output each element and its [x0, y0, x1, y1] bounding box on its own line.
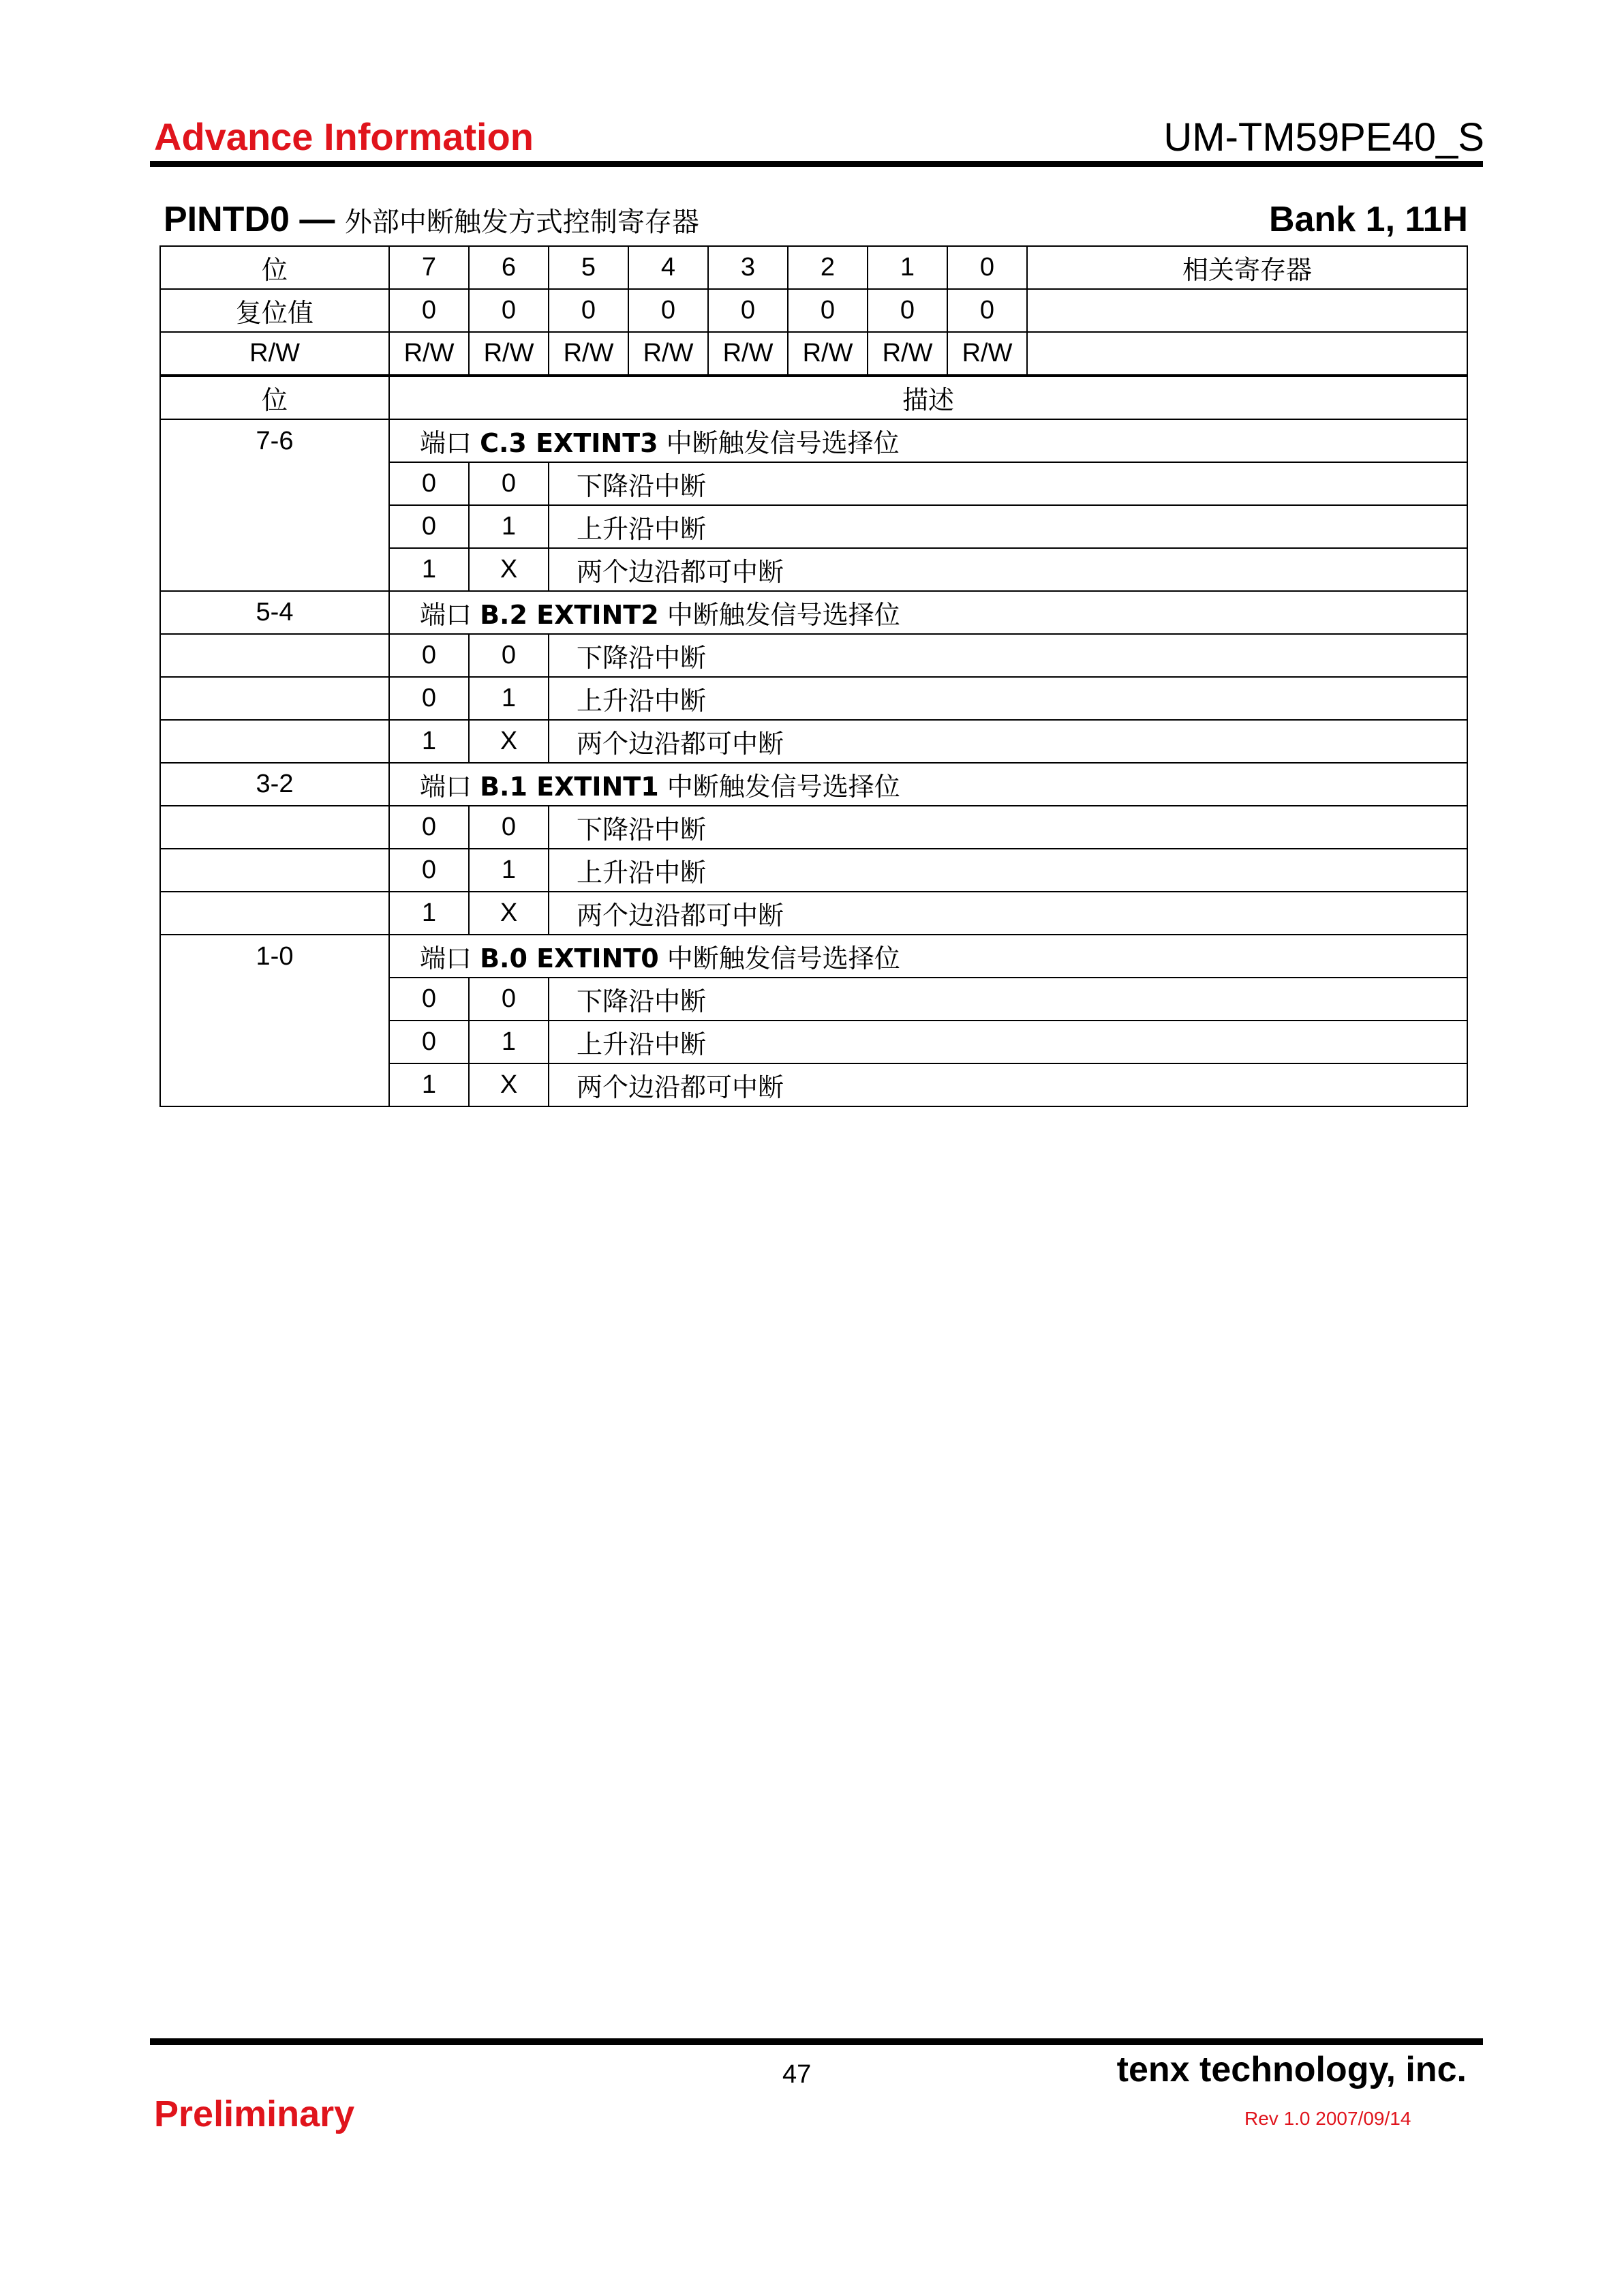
rw-row: [160, 332, 1467, 376]
field-signal: B.1 EXTINT1: [480, 772, 659, 802]
option-row: [160, 505, 1467, 548]
option-bit-low: X: [469, 892, 549, 935]
option-row: [160, 677, 1467, 720]
option-bit-low: 1: [469, 505, 549, 548]
option-bit-high: 0: [389, 1021, 469, 1063]
reset-value-cell: 0: [868, 289, 947, 332]
option-bit-low: X: [469, 1063, 549, 1106]
header-rule: [150, 161, 1483, 167]
field-prefix: 端口: [420, 428, 480, 458]
field-title-row: [160, 763, 1467, 806]
field-prefix: 端口: [420, 772, 480, 802]
option-row: [160, 1021, 1467, 1063]
option-bit-low: X: [469, 548, 549, 591]
option-bit-high: 1: [389, 892, 469, 935]
header-document-id: UM-TM59PE40_S: [1163, 115, 1484, 160]
field-suffix: 中断触发信号选择位: [658, 943, 900, 973]
option-description: 上升沿中断: [549, 505, 1467, 548]
field-prefix: 端口: [420, 943, 480, 973]
reset-value-cell: 0: [788, 289, 868, 332]
option-description: 两个边沿都可中断: [549, 1063, 1467, 1106]
footer-rule: [150, 2038, 1483, 2045]
option-row: [160, 1063, 1467, 1106]
option-bit-low: X: [469, 720, 549, 763]
option-bit-low: 0: [469, 978, 549, 1021]
option-row: [160, 849, 1467, 892]
option-description: 下降沿中断: [549, 462, 1467, 505]
option-spacer-cell: [160, 892, 389, 935]
reset-value-row: [160, 289, 1467, 332]
register-name: PINTD0: [164, 200, 290, 239]
bit-number-cell: 5: [549, 246, 628, 289]
option-bit-low: 0: [469, 634, 549, 677]
reset-value-cell: 0: [549, 289, 628, 332]
desc-bit-header: 位: [160, 376, 389, 419]
option-bit-high: 1: [389, 548, 469, 591]
company-name: tenx technology, inc.: [1116, 2050, 1467, 2089]
option-row: [160, 892, 1467, 935]
option-bit-high: 0: [389, 505, 469, 548]
option-description: 两个边沿都可中断: [549, 720, 1467, 763]
option-row: [160, 720, 1467, 763]
option-description: 两个边沿都可中断: [549, 892, 1467, 935]
related-empty-cell: [1027, 289, 1467, 332]
bit-number-cell: 1: [868, 246, 947, 289]
option-description: 上升沿中断: [549, 1021, 1467, 1063]
option-spacer-cell: [160, 1021, 389, 1063]
option-bit-high: 0: [389, 462, 469, 505]
option-description: 上升沿中断: [549, 849, 1467, 892]
related-register-cell: 相关寄存器: [1027, 246, 1467, 289]
option-spacer-cell: [160, 849, 389, 892]
field-title-row: [160, 591, 1467, 634]
option-description: 上升沿中断: [549, 677, 1467, 720]
option-spacer-cell: [160, 548, 389, 591]
field-suffix: 中断触发信号选择位: [658, 772, 900, 802]
option-description: 下降沿中断: [549, 634, 1467, 677]
option-row: [160, 462, 1467, 505]
bit-number-row: [160, 246, 1467, 289]
reset-value-cell: 0: [628, 289, 708, 332]
option-spacer-cell: [160, 806, 389, 849]
rw-value-cell: R/W: [947, 332, 1027, 376]
reset-value-cell: 0: [469, 289, 549, 332]
description-header-row: [160, 376, 1467, 419]
rw-value-cell: R/W: [708, 332, 788, 376]
register-title: [164, 199, 699, 240]
option-bit-low: 1: [469, 1021, 549, 1063]
option-description: 两个边沿都可中断: [549, 548, 1467, 591]
related-empty-cell: [1027, 332, 1467, 376]
rw-value-cell: R/W: [549, 332, 628, 376]
bit-number-cell: 0: [947, 246, 1027, 289]
rw-value-cell: R/W: [469, 332, 549, 376]
option-spacer-cell: [160, 505, 389, 548]
option-bit-low: 0: [469, 462, 549, 505]
bit-number-cell: 4: [628, 246, 708, 289]
option-row: [160, 548, 1467, 591]
title-dash: —: [289, 200, 345, 239]
option-bit-high: 0: [389, 806, 469, 849]
field-signal: C.3 EXTINT3: [480, 428, 658, 458]
revision-label: Rev 1.0 2007/09/14: [1244, 2108, 1411, 2129]
field-suffix: 中断触发信号选择位: [658, 428, 900, 458]
reset-label-cell: 复位值: [160, 289, 389, 332]
option-bit-high: 0: [389, 634, 469, 677]
option-spacer-cell: [160, 1063, 389, 1106]
rw-value-cell: R/W: [868, 332, 947, 376]
option-spacer-cell: [160, 634, 389, 677]
option-spacer-cell: [160, 720, 389, 763]
field-prefix: 端口: [420, 600, 480, 630]
register-description: 外部中断触发方式控制寄存器: [344, 207, 699, 238]
desc-header: 描述: [389, 376, 1467, 419]
field-bits-cell: 1-0: [160, 935, 389, 978]
field-suffix: 中断触发信号选择位: [658, 600, 900, 630]
bit-label-cell: 位: [160, 246, 389, 289]
option-spacer-cell: [160, 978, 389, 1021]
option-bit-low: 1: [469, 677, 549, 720]
bit-number-cell: 7: [389, 246, 469, 289]
field-signal: B.2 EXTINT2: [480, 600, 659, 630]
option-bit-high: 0: [389, 978, 469, 1021]
field-title-cell: [389, 591, 1467, 634]
reset-value-cell: 0: [389, 289, 469, 332]
field-signal: B.0 EXTINT0: [480, 943, 659, 973]
option-description: 下降沿中断: [549, 978, 1467, 1021]
rw-value-cell: R/W: [628, 332, 708, 376]
page-number: 47: [782, 2060, 812, 2089]
option-spacer-cell: [160, 677, 389, 720]
option-spacer-cell: [160, 462, 389, 505]
rw-value-cell: R/W: [389, 332, 469, 376]
option-bit-high: 1: [389, 720, 469, 763]
option-bit-high: 0: [389, 849, 469, 892]
option-bit-high: 0: [389, 677, 469, 720]
register-bank: Bank 1, 11H: [1269, 200, 1468, 239]
option-row: [160, 634, 1467, 677]
bit-number-cell: 3: [708, 246, 788, 289]
option-description: 下降沿中断: [549, 806, 1467, 849]
option-row: [160, 978, 1467, 1021]
field-bits-cell: 3-2: [160, 763, 389, 806]
rw-value-cell: R/W: [788, 332, 868, 376]
header-advance-information: Advance Information: [154, 115, 534, 158]
register-table: [159, 245, 1468, 1107]
field-title-cell: [389, 419, 1467, 462]
reset-value-cell: 0: [708, 289, 788, 332]
option-bit-high: 1: [389, 1063, 469, 1106]
field-title-row: [160, 419, 1467, 462]
preliminary-label: Preliminary: [154, 2094, 355, 2134]
field-title-row: [160, 935, 1467, 978]
option-row: [160, 806, 1467, 849]
reset-value-cell: 0: [947, 289, 1027, 332]
bit-number-cell: 6: [469, 246, 549, 289]
field-bits-cell: 7-6: [160, 419, 389, 462]
field-bits-cell: 5-4: [160, 591, 389, 634]
field-title-cell: [389, 763, 1467, 806]
field-title-cell: [389, 935, 1467, 978]
option-bit-low: 1: [469, 849, 549, 892]
option-bit-low: 0: [469, 806, 549, 849]
rw-label-cell: R/W: [160, 332, 389, 376]
bit-number-cell: 2: [788, 246, 868, 289]
